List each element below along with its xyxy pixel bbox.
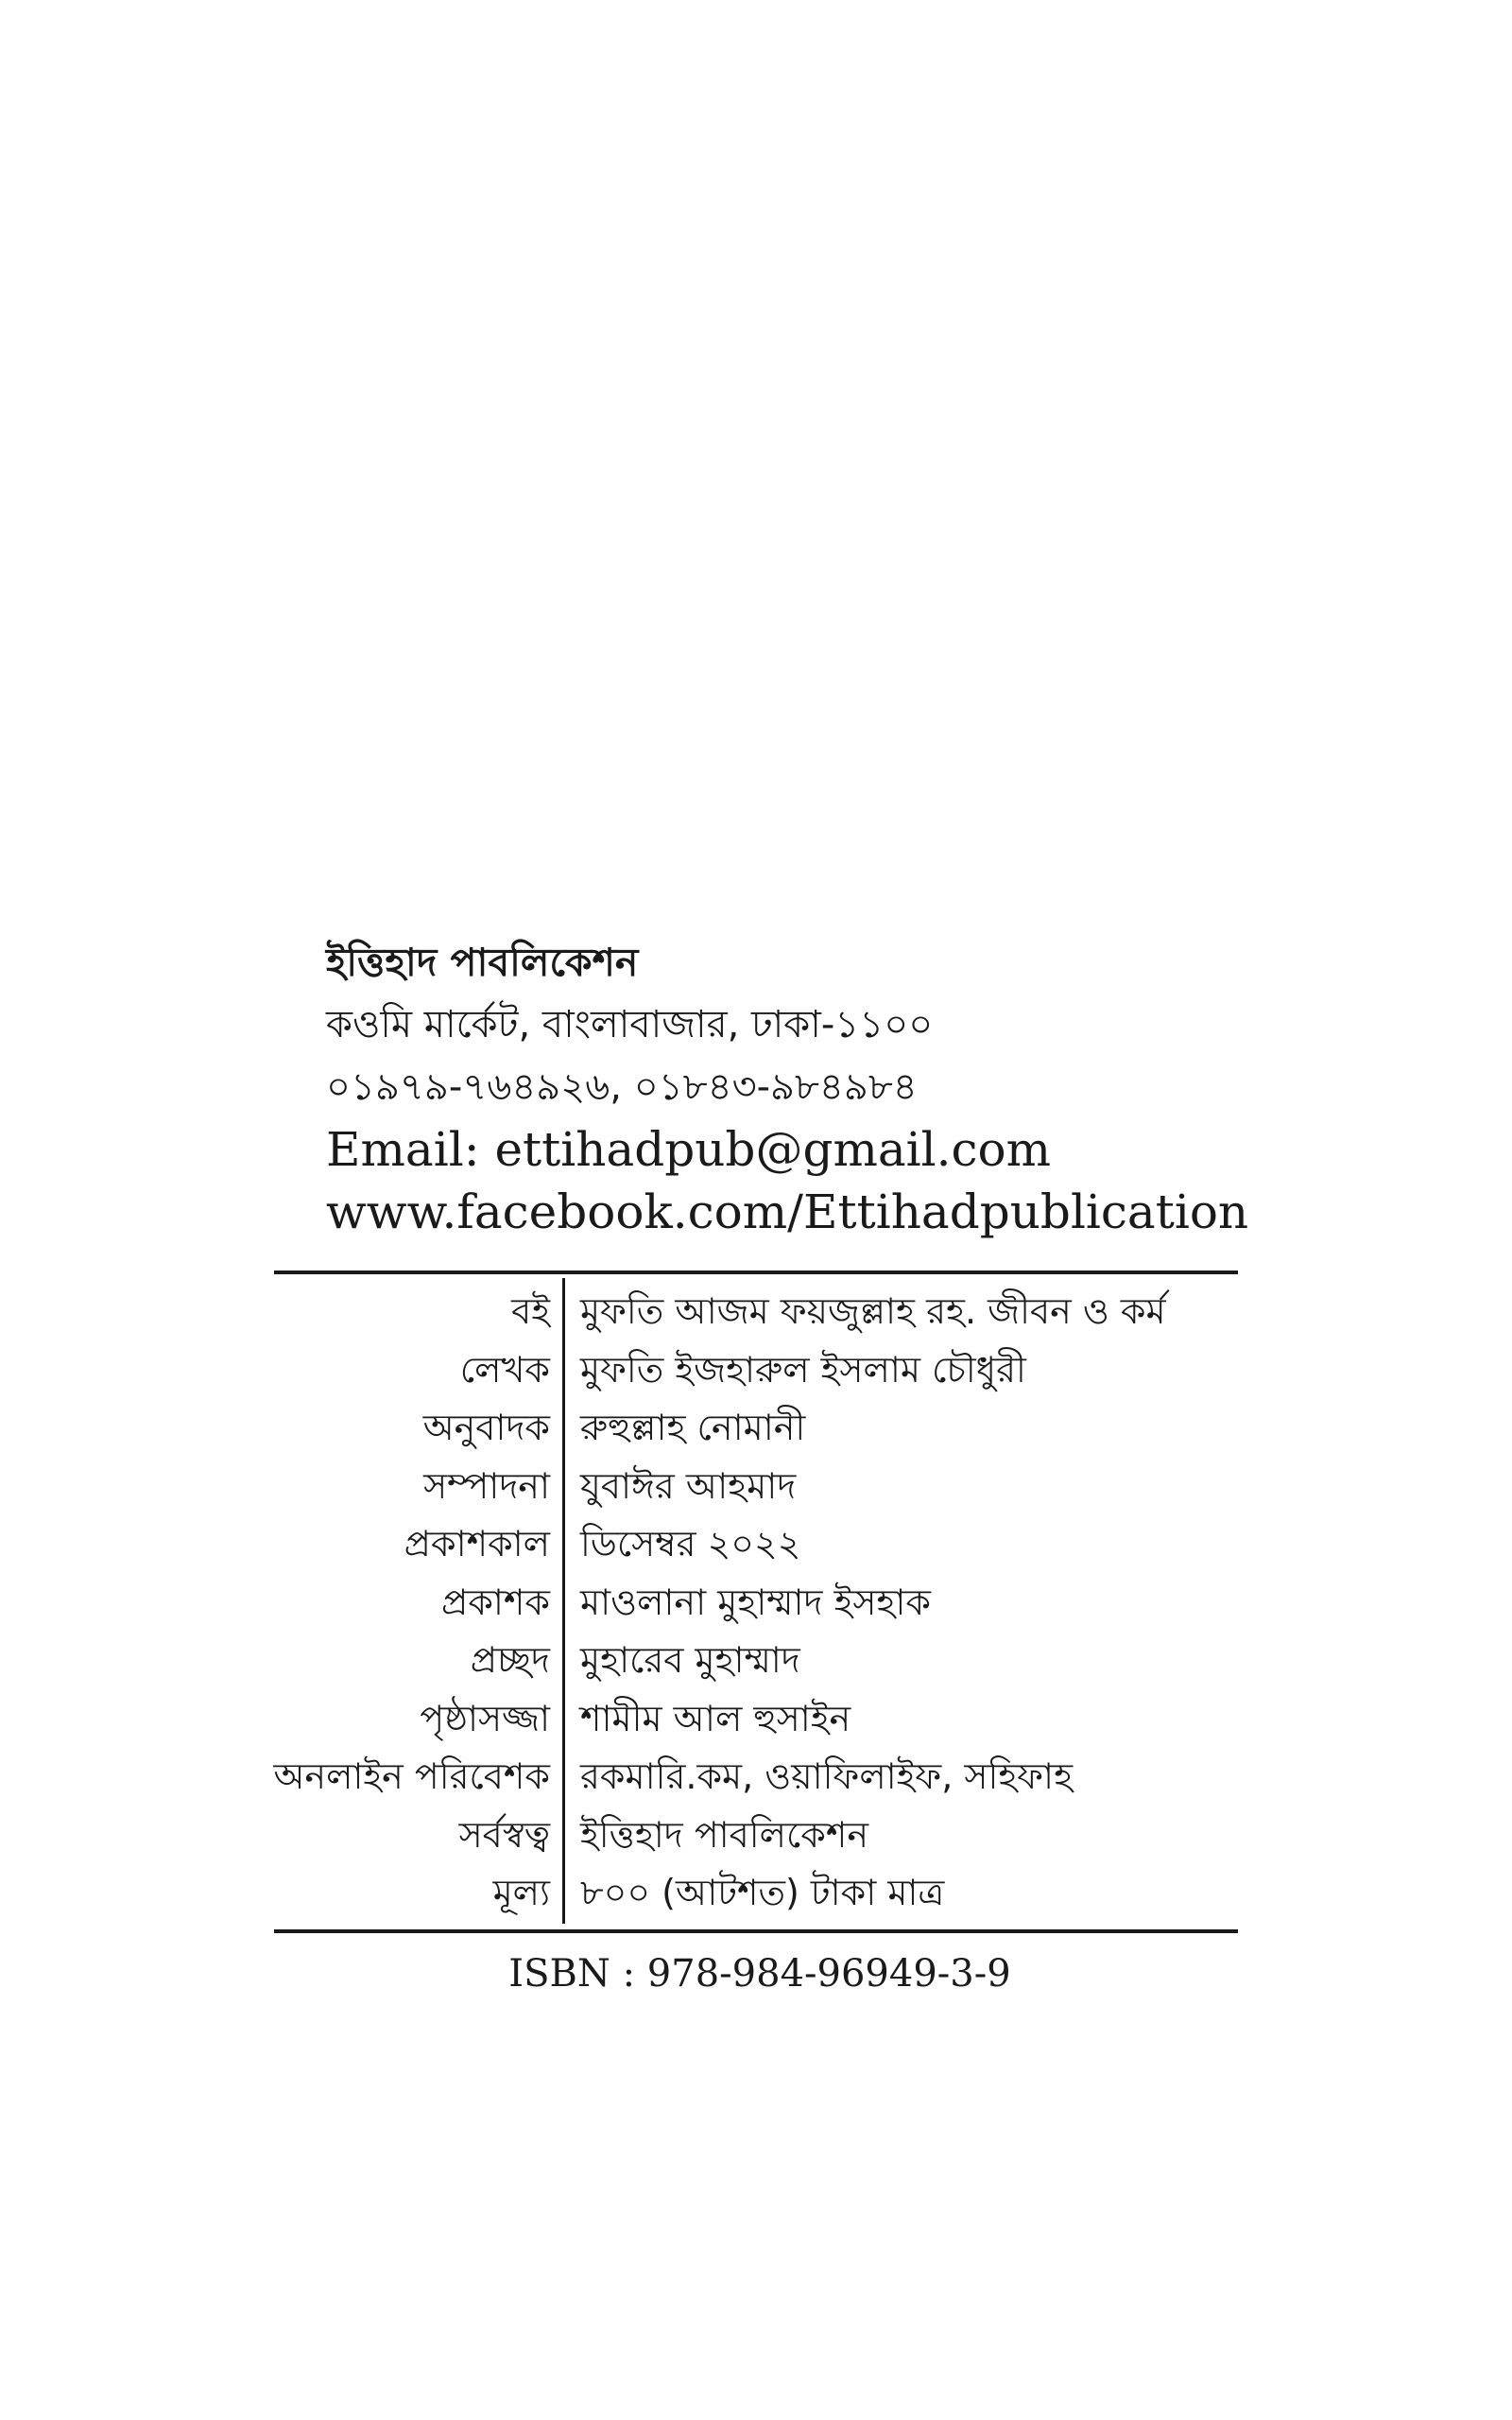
- credit-value: মাওলানা মুহাম্মাদ ইসহাক: [580, 1581, 932, 1623]
- credit-row: [0, 1341, 1512, 1400]
- credit-row: [0, 1806, 1512, 1865]
- credit-value: মুফতি ইজহারুল ইসলাম চৌধুরী: [580, 1348, 1026, 1391]
- credit-value: ৮০০ (আটশত) টাকা মাত্র: [580, 1872, 945, 1913]
- credit-row: [0, 1574, 1512, 1633]
- credit-row: [0, 1515, 1512, 1574]
- credit-value: ডিসেম্বর ২০২২: [580, 1523, 801, 1564]
- credit-row: [0, 1632, 1512, 1690]
- credit-value: ইত্তিহাদ পাবলিকেশন: [580, 1813, 869, 1856]
- credit-label: প্রকাশকাল: [404, 1523, 550, 1564]
- credit-row: [0, 1690, 1512, 1749]
- publisher-address: কওমি মার্কেট, বাংলাবাজার, ঢাকা-১১০০: [326, 1003, 934, 1046]
- credit-label: সর্বস্বত্ব: [458, 1813, 550, 1856]
- credit-value: শামীম আল হুসাইন: [580, 1697, 851, 1739]
- credit-value: যুবাঈর আহমাদ: [580, 1464, 797, 1507]
- credit-label: মূল্য: [492, 1872, 550, 1913]
- isbn-text: ISBN : 978-984-96949-3-9: [508, 1952, 1011, 1996]
- credit-label: লেখক: [459, 1348, 550, 1391]
- publisher-block: [326, 931, 1271, 1243]
- credit-row: [0, 1748, 1512, 1806]
- credit-value: রুহুল্লাহ নোমানী: [580, 1407, 806, 1448]
- credit-row: [0, 1283, 1512, 1341]
- credits-table: [0, 1283, 1512, 1923]
- credit-value: রকমারি.কম, ওয়াফিলাইফ, সহিফাহ: [580, 1755, 1074, 1797]
- bottom-rule: [274, 1929, 1238, 1933]
- credit-row: [0, 1864, 1512, 1923]
- credit-label: পৃষ্ঠাসজ্জা: [420, 1697, 550, 1739]
- credit-label: বই: [511, 1290, 550, 1332]
- credit-row: [0, 1458, 1512, 1516]
- credit-row: [0, 1399, 1512, 1458]
- publisher-website: www.facebook.com/Ettihadpublication: [326, 1184, 1249, 1239]
- credit-value: মুফতি আজম ফয়জুল্লাহ রহ. জীবন ও কর্ম: [580, 1290, 1166, 1332]
- isbn-line: [0, 1945, 1512, 2002]
- credit-label: প্রচ্ছদ: [470, 1639, 550, 1681]
- top-rule: [274, 1270, 1238, 1274]
- publisher-name: ইত্তিহাদ পাবলিকেশন: [326, 940, 639, 985]
- credit-label: সম্পাদনা: [423, 1464, 550, 1507]
- credit-value: মুহারেব মুহাম্মাদ: [580, 1639, 800, 1681]
- publisher-phones: ০১৯৭৯-৭৬৪৯২৬, ০১৮৪৩-৯৮৪৯৮৪: [326, 1065, 918, 1109]
- credit-label: প্রকাশক: [440, 1581, 550, 1623]
- credit-label: অনুবাদক: [422, 1407, 550, 1448]
- credit-label: অনলাইন পরিবেশক: [273, 1755, 550, 1797]
- publisher-email: Email: ettihadpub@gmail.com: [326, 1122, 1052, 1177]
